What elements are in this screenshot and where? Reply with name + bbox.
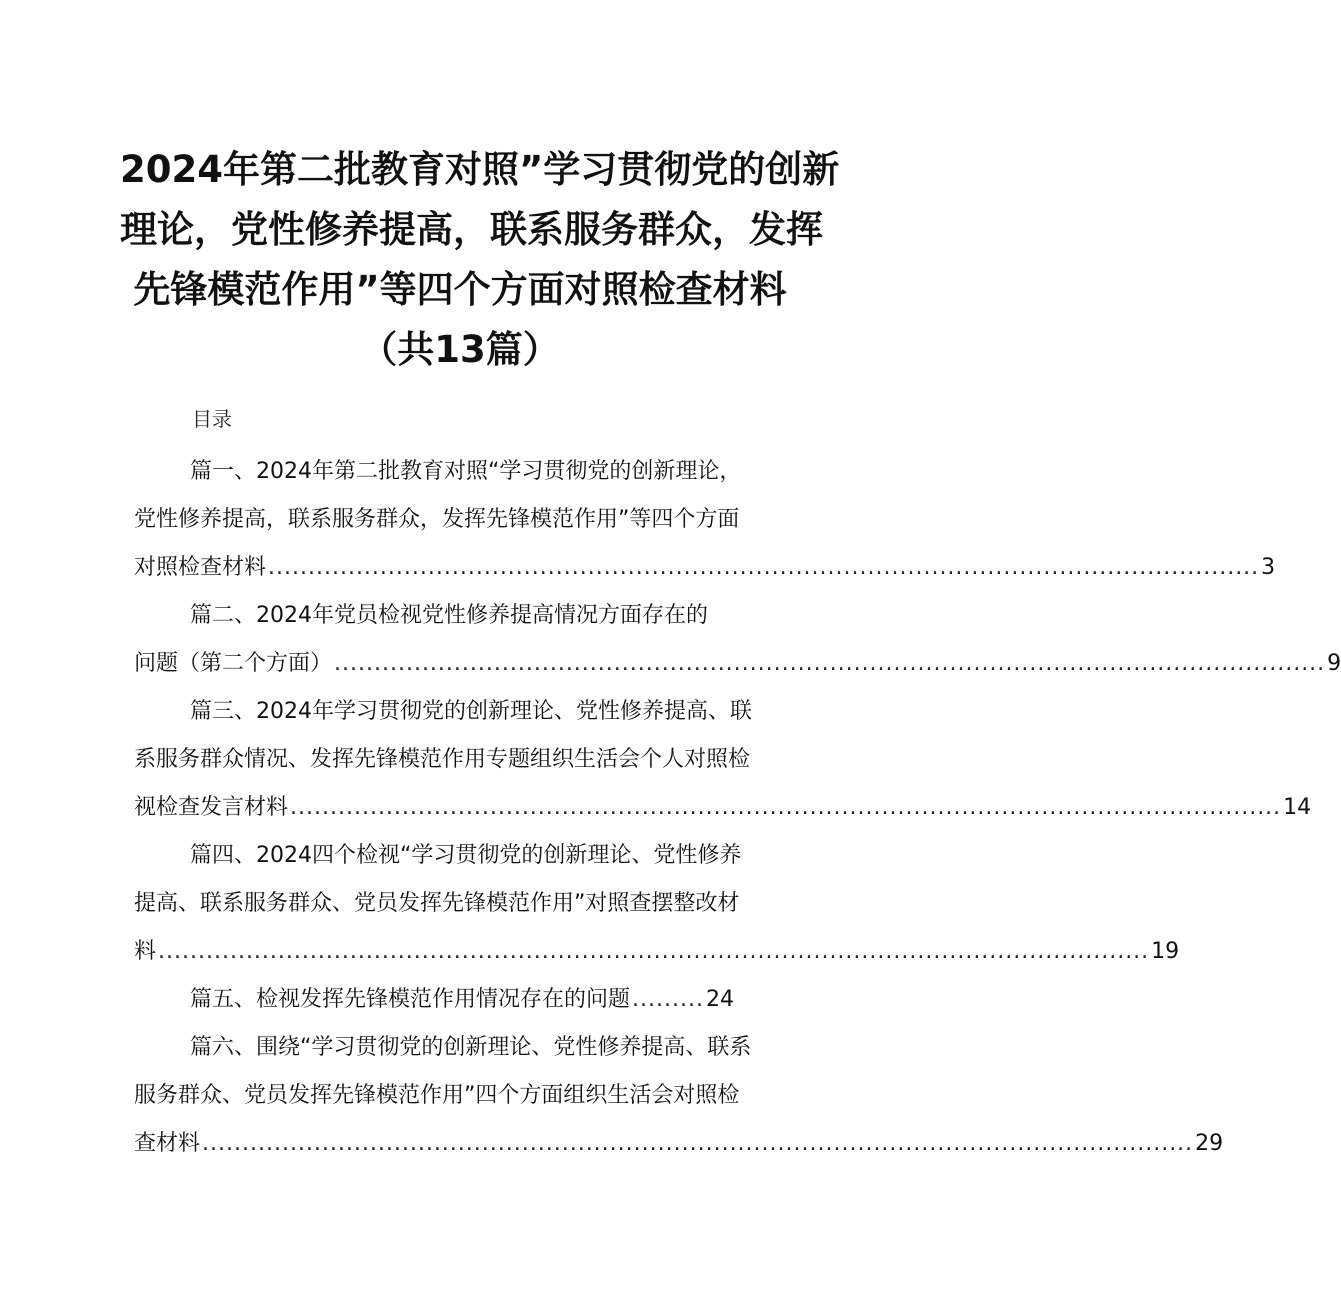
toc-page-number: 24 <box>705 987 734 1012</box>
toc-heading: 目录 <box>192 407 232 431</box>
toc-entry-line <box>134 976 790 1024</box>
toc-entry-line: 篇二、2024年党员检视党性修养提高情况方面存在的 <box>190 603 708 628</box>
document-title <box>120 140 840 380</box>
toc-entry-line: 系服务群众情况、发挥先锋模范作用专题组织生活会个人对照检 <box>134 747 751 772</box>
toc-entry-line <box>134 640 1341 688</box>
toc-entry-line: 篇三、2024年学习贯彻党的创新理论、党性修养提高、联 <box>190 699 752 724</box>
toc-entry-1[interactable] <box>134 448 1276 592</box>
toc-entry-text: 篇五、检视发挥先锋模范作用情况存在的问题 <box>190 987 631 1012</box>
dot-leader: ......... <box>632 987 704 1012</box>
dot-leader: ............................................................................................................................ <box>158 939 1150 964</box>
toc-entry-line: 篇六、围绕“学习贯彻党的创新理论、党性修养提高、联系 <box>190 1035 752 1060</box>
toc-page-number: 29 <box>1195 1131 1224 1156</box>
toc-entry-text: 料 <box>134 939 157 964</box>
toc-entry-line <box>134 544 1276 592</box>
dot-leader: ............................................................................................................................ <box>334 651 1326 676</box>
toc-entry-text: 对照检查材料 <box>134 555 267 580</box>
toc-page-number: 14 <box>1283 795 1312 820</box>
toc-page-number: 9 <box>1327 651 1341 676</box>
toc-entry-text: 视检查发言材料 <box>134 795 289 820</box>
toc-entry-6[interactable] <box>134 1024 1224 1168</box>
toc-page-number: 3 <box>1261 555 1276 580</box>
toc-entry-5[interactable] <box>134 976 790 1024</box>
toc-entry-text: 问题（第二个方面） <box>134 651 333 676</box>
toc-entry-text: 查材料 <box>134 1131 201 1156</box>
toc-entry-4[interactable] <box>134 832 1180 976</box>
toc-entry-2[interactable] <box>134 592 1341 688</box>
dot-leader: ............................................................................................................................ <box>268 555 1260 580</box>
toc-entry-line <box>134 784 1312 832</box>
title-line-3: 先锋模范作用”等四个方面对照检查材料 <box>133 268 787 311</box>
title-line-1: 2024年第二批教育对照”学习贯彻党的创新 <box>120 148 840 191</box>
toc-entry-line: 党性修养提高，联系服务群众，发挥先锋模范作用”等四个方面 <box>134 507 740 532</box>
title-line-4: （共13篇） <box>360 328 560 371</box>
toc-page-number: 19 <box>1151 939 1180 964</box>
toc-entry-line <box>134 1120 1224 1168</box>
toc-entry-line: 篇一、2024年第二批教育对照“学习贯彻党的创新理论， <box>190 459 742 484</box>
title-line-2: 理论，党性修养提高，联系服务群众，发挥 <box>120 208 823 251</box>
toc-entry-line: 服务群众、党员发挥先锋模范作用”四个方面组织生活会对照检 <box>134 1083 740 1108</box>
dot-leader: ............................................................................................................................ <box>202 1131 1194 1156</box>
toc-entry-line: 篇四、2024四个检视“学习贯彻党的创新理论、党性修养 <box>190 843 742 868</box>
toc-entry-3[interactable] <box>134 688 1312 832</box>
toc-entry-line: 提高、联系服务群众、党员发挥先锋模范作用”对照查摆整改材 <box>134 891 740 916</box>
dot-leader: ............................................................................................................................ <box>290 795 1282 820</box>
table-of-contents <box>134 448 1341 1168</box>
toc-entry-line <box>134 928 1180 976</box>
